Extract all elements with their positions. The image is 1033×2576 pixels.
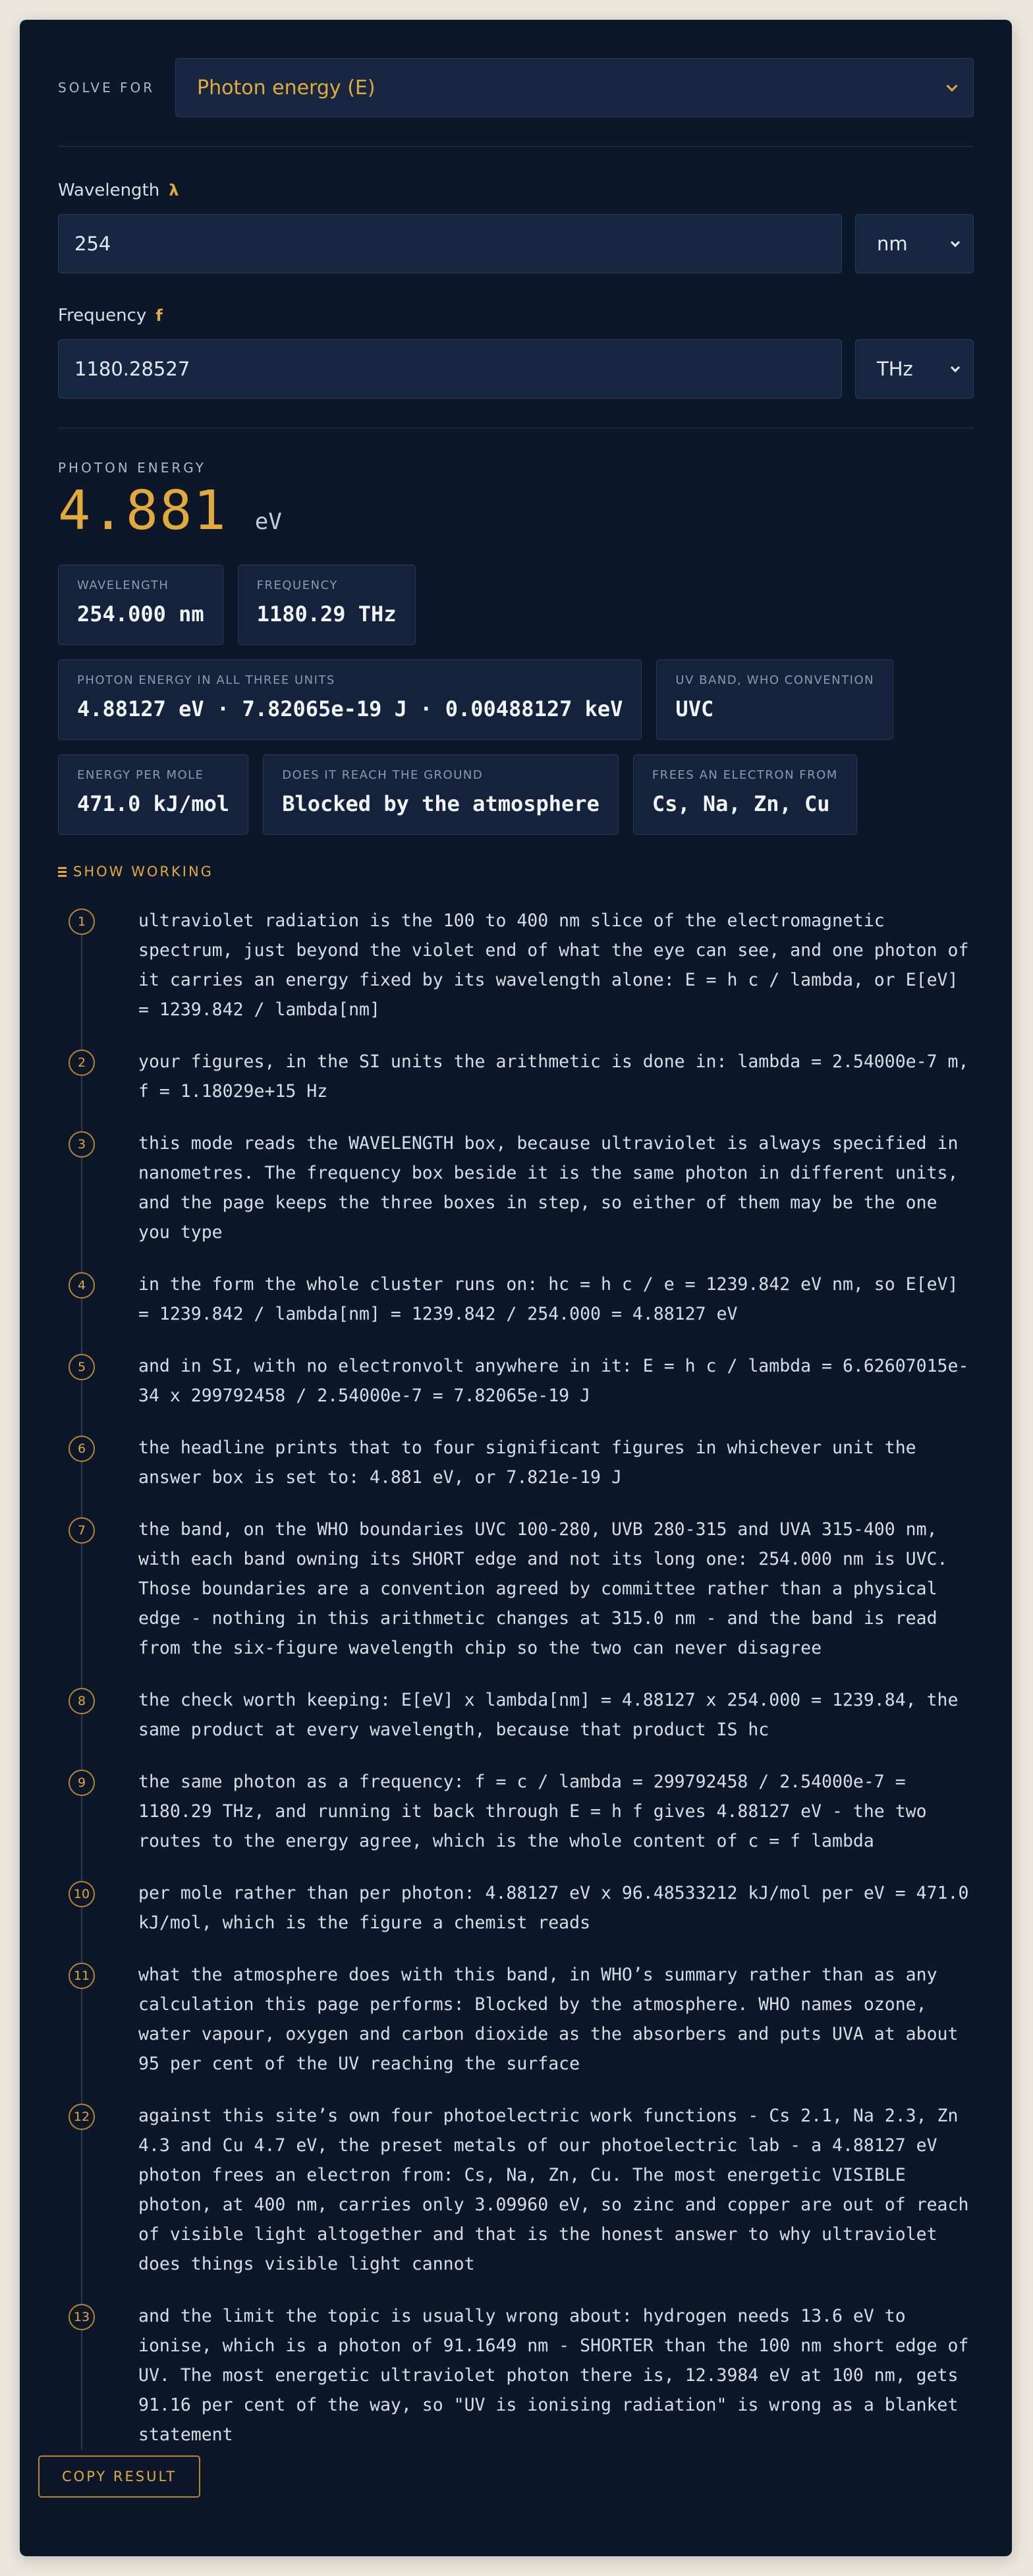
- step-number: 6: [69, 1436, 95, 1462]
- step-number: 4: [69, 1272, 95, 1299]
- working-step: [69, 2304, 974, 2450]
- working-step: [69, 1770, 974, 1856]
- working-step: [69, 1517, 974, 1663]
- chip-frees-electron: FREES AN ELECTRON FROM Cs, Na, Zn, Cu: [633, 754, 857, 835]
- list-icon: [58, 867, 67, 877]
- step-number: 11: [69, 1963, 95, 1989]
- step-text: what the atmosphere does with this band, in WHO’s summary rather than as any calculation this page performs: Blocked by the atmosphere. WHO names ozone, water vapour, oxygen and carbon dioxide as the absorbers and puts UVA at about 95 per cent of the UV reaching the surface: [138, 1965, 959, 2074]
- step-text: the headline prints that to four significant figures in whichever unit the answer box is set to: 4.881 eV, or 7.821e-19 J: [138, 1438, 916, 1488]
- working-step: [69, 1050, 974, 1106]
- step-text: per mole rather than per photon: 4.88127 eV x 96.48533212 kJ/mol per eV = 471.0 kJ/mol, which is the figure a chemist reads: [138, 1883, 969, 1933]
- step-text: your figures, in the SI units the arithmetic is done in: lambda = 2.54000e-7 m, f = 1.18029e+15 Hz: [138, 1051, 969, 1102]
- result-panel: [58, 460, 974, 835]
- step-text: the band, on the WHO boundaries UVC 100-280, UVB 280-315 and UVA 315-400 nm, with each band owning its SHORT edge and not its long one: 254.000 nm is UVC. Those boundaries are a convention agreed by committee rather than a physical edge - nothing in this arithmetic changes at 315.0 nm - and the band is read from the six-figure wavelength chip so the two can never disagree: [138, 1519, 948, 1658]
- step-number: 5: [69, 1354, 95, 1380]
- chevron-down-icon: [947, 80, 958, 92]
- working-step: [69, 1272, 974, 1329]
- working-step: [69, 2104, 974, 2279]
- step-text: in the form the whole cluster runs on: hc = h c / e = 1239.842 eV nm, so E[eV] = 1239.842 / lambda[nm] = 1239.842 / 254.000 = 4.88127 eV: [138, 1274, 959, 1324]
- frequency-input[interactable]: 1180.28527: [58, 339, 842, 399]
- result-value: 4.881: [58, 480, 227, 542]
- step-number: 2: [69, 1050, 95, 1076]
- wavelength-unit-select[interactable]: [855, 214, 974, 273]
- step-number: 9: [69, 1770, 95, 1796]
- chip-frequency: FREQUENCY 1180.29 THz: [238, 565, 416, 645]
- wavelength-label: Wavelength: [58, 181, 160, 200]
- working-step: [69, 1963, 974, 2079]
- working-step: [69, 1881, 974, 1938]
- step-text: this mode reads the WAVELENGTH box, because ultraviolet is always specified in nanometres. The frequency box beside it is the same photon in different units, and the page keeps the three boxes in step, so either of them may be the one you type: [138, 1133, 959, 1243]
- wavelength-input[interactable]: 254: [58, 214, 842, 273]
- frequency-field: [58, 304, 974, 399]
- copy-result-button[interactable]: COPY RESULT: [38, 2455, 200, 2498]
- step-number: 8: [69, 1688, 95, 1714]
- result-unit: eV: [254, 509, 282, 535]
- step-text: ultraviolet radiation is the 100 to 400 nm slice of the electromagnetic spectrum, just beyond the violet end of what the eye can see, and one photon of it carries an energy fixed by its wavelength alone: E = h c / lambda, or E[eV] = 1239.842 / lambda[nm]: [138, 910, 969, 1020]
- working-step: [69, 1688, 974, 1745]
- chevron-down-icon: [951, 238, 960, 247]
- step-text: against this site’s own four photoelectric work functions - Cs 2.1, Na 2.3, Zn 4.3 and Cu 4.7 eV, the preset metals of our photoelectric lab - a 4.88127 eV photon frees an electron from: Cs, Na, Zn, Cu. The most energetic VISIBLE photon, at 400 nm, carries only 3.09960 eV, so zinc and copper are out of reach of visible light altogether and that is the honest answer to why ultraviolet does things visible light cannot: [138, 2106, 969, 2274]
- chip-energy-all-units: PHOTON ENERGY IN ALL THREE UNITS 4.88127 eV · 7.82065e-19 J · 0.00488127 keV: [58, 659, 642, 740]
- frequency-label: Frequency: [58, 306, 147, 325]
- show-working-toggle[interactable]: [58, 864, 974, 880]
- result-chips: [58, 565, 974, 835]
- working-step: [69, 909, 974, 1024]
- chip-energy-per-mole: ENERGY PER MOLE 471.0 kJ/mol: [58, 754, 248, 835]
- frequency-unit-value: THz: [877, 358, 913, 380]
- chip-uv-band: UV BAND, WHO CONVENTION UVC: [656, 659, 893, 740]
- solve-for-row: [58, 58, 974, 117]
- solve-for-select[interactable]: [175, 58, 974, 117]
- wavelength-unit-value: nm: [877, 233, 908, 255]
- step-text: the same photon as a frequency: f = c / lambda = 299792458 / 2.54000e-7 = 1180.29 THz, and running it back through E = h f gives 4.88127 eV - the two routes to the energy agree, which is the whole content of c = f lambda: [138, 1772, 927, 1851]
- step-number: 3: [69, 1131, 95, 1158]
- step-text: the check worth keeping: E[eV] x lambda[nm] = 4.88127 x 254.000 = 1239.84, the same product at every wavelength, because that product IS hc: [138, 1690, 959, 1740]
- divider: [58, 146, 974, 147]
- step-number: 12: [69, 2104, 95, 2130]
- solve-for-label: SOLVE FOR: [58, 80, 155, 96]
- step-number: 1: [69, 909, 95, 935]
- step-number: 7: [69, 1517, 95, 1544]
- wavelength-field: [58, 179, 974, 273]
- step-text: and in SI, with no electronvolt anywhere in it: E = h c / lambda = 6.62607015e-34 x 299792458 / 2.54000e-7 = 7.82065e-19 J: [138, 1356, 969, 1406]
- working-step: [69, 1354, 974, 1411]
- step-number: 10: [69, 1881, 95, 1907]
- frequency-symbol: f: [155, 306, 163, 325]
- show-working-label: SHOW WORKING: [73, 864, 213, 880]
- frequency-unit-select[interactable]: [855, 339, 974, 399]
- working-step: [69, 1131, 974, 1247]
- chip-reaches-ground: DOES IT REACH THE GROUND Blocked by the atmosphere: [263, 754, 619, 835]
- lambda-symbol: λ: [169, 181, 179, 200]
- solve-for-value: Photon energy (E): [197, 76, 376, 99]
- working-steps: [69, 909, 974, 2450]
- step-number: 13: [69, 2304, 95, 2330]
- chevron-down-icon: [951, 363, 960, 372]
- result-label: PHOTON ENERGY: [58, 460, 206, 476]
- calculator-card: [20, 20, 1012, 2556]
- chip-wavelength: WAVELENGTH 254.000 nm: [58, 565, 223, 645]
- step-text: and the limit the topic is usually wrong about: hydrogen needs 13.6 eV to ionise, which is a photon of 91.1649 nm - SHORTER than the 100 nm short edge of UV. The most energetic ultraviolet photon there is, 12.3984 eV at 100 nm, gets 91.16 per cent of the way, so "UV is ionising radiation" is wrong as a blanket statement: [138, 2306, 969, 2445]
- working-step: [69, 1436, 974, 1492]
